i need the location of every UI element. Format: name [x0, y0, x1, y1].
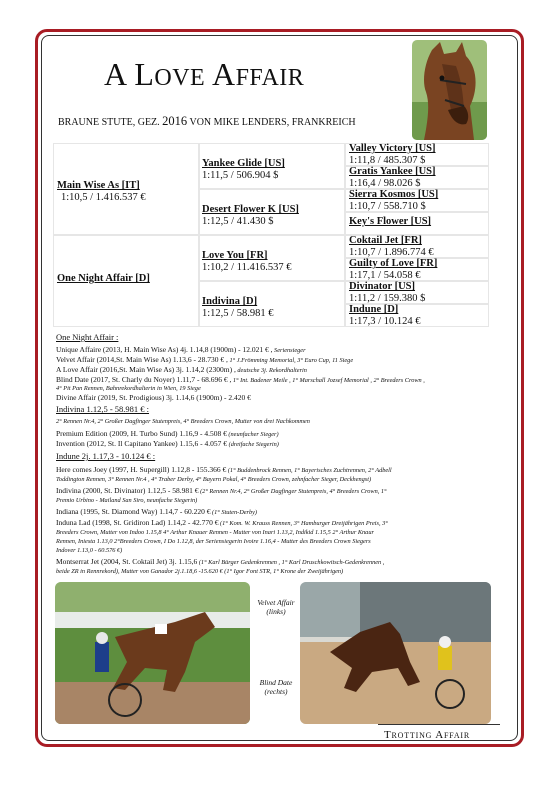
granddam-entry: Key's Flower [US] [349, 216, 432, 227]
granddam-entry: Indune [D] 1:17,3 / 10.124 € [349, 304, 421, 327]
family-line: Indivina (2000, St. Divinator) 1.12,5 - 58.981 € (2° Rennen Nr.4, 2° Großer Dagfinger Stutenpreis, 4° Breeders Crown, 1° [56, 486, 387, 495]
family-line: 2° Rennen Nr.4, 2° Großer Dagfinger Stutenpreis, 4° Breeders Crown, Mutter von drei Nachkommen [56, 418, 310, 425]
section-heading: Indivina 1.12,5 - 58.981 € : [56, 404, 150, 414]
dam-entry: One Night Affair [D] [57, 273, 150, 284]
family-line: beide ZR in Rennrekord), Mutter von Ganador 2j.1.18,6 -15.620 € (1° Igor Font STR, 1° Krone der Zweijährigen) [56, 568, 344, 575]
pedigree-table [53, 143, 489, 327]
horse-subtitle: BRAUNE STUTE, GEZ. 2016 VON MIKE LENDERS, FRANKREICH [58, 114, 356, 128]
family-line: 4° Pit Pan Rennen, Bahnrekordhalterin in Wien, 19 Siege [56, 385, 201, 392]
sire-entry: Main Wise As [IT] 1:10,5 / 1.416.537 € [57, 180, 146, 203]
family-line: Montserrat Jet (2004, St. Coktail Jet) 3j. 1.15,6 (1° Karl Bürger Gedenkrennen , 1° Karl Druschkowitsch-Gedenkrennen , [56, 557, 385, 566]
dam-dam-entry: Indivina [D] 1:12,5 / 58.981 € [202, 296, 274, 319]
family-line: Breeders Crown, Mutter von Indoo 1.15,8 4° Arthur Knauer Rennen - Mutter von Inari 1.13,2, Indikid 1.15,5 2° Arthur Knaur [56, 529, 374, 536]
grandsire-entry: Coktail Jet [FR] 1:10,7 / 1.896.774 € [349, 235, 434, 258]
family-line: Premium Edition (2009, H. Turbo Sund) 1.16,9 - 4.508 € (neunfacher Sieger) [56, 429, 279, 438]
family-line: Indover 1.13,0 - 60.576 €) [56, 547, 123, 554]
family-line: A Love Affair (2016,St. Main Wise As) 3j. 1.14,2 (2300m) , deutsche 3j. Rekordhalterin [56, 365, 307, 374]
grandsire-entry: Divinator [US] 1:11,2 / 159.380 $ [349, 281, 426, 304]
granddam-entry: Guilty of Love [FR] 1:17,1 / 54.058 € [349, 258, 438, 281]
family-line: Unique Affaire (2013, H. Main Wise As) 4j. 1.14,8 (1900m) - 12.021 € , Seriensieger [56, 345, 306, 354]
horse-portrait-photo [412, 40, 487, 140]
family-line: Toddington Rennen, 3° Rennen Nr.4 , 4° Traber Derby, 4° Bayern Pokal, 4° Breeders Crown, zehnfacher Sieger, Deckhengst) [56, 476, 372, 483]
race-photo-right [300, 582, 491, 724]
family-line: Divine Affair (2019, St. Prodigious) 3j. 1.14,6 (1900m) - 2.420 € [56, 393, 251, 402]
family-line: Indiana (1995, St. Diamond Way) 1.14,7 - 60.220 € (1° Stuten-Derby) [56, 507, 258, 516]
family-line: Rennen, Iniesta 1.13,0 2°Breeders Crown, I Do 1.12,8, der Seriensiegerin Ivoire 1.16,4 - Mutter des Breeders Crown Siegers [56, 538, 371, 545]
page-title: A LOVE AFFAIR [104, 56, 305, 92]
section-heading: Indune 2j. 1.17,3 - 10.124 € : [56, 451, 156, 461]
grandsire-entry: Valley Victory [US] 1:11,8 / 485.307 $ [349, 143, 436, 166]
dam-sire-entry: Love You [FR] 1:10,2 / 11.416.537 € [202, 250, 292, 273]
photo-caption-right: Blind Date (rechts) [259, 678, 293, 696]
grandsire-entry: Sierra Kosmos [US] 1:10,7 / 558.710 $ [349, 189, 439, 212]
photo-caption-left: Velvet Affair (links) [257, 598, 295, 616]
footer-brand: TROTTING AFFAIR [384, 729, 471, 741]
footer-rule [378, 724, 500, 725]
family-line: Invention (2012, St. Il Capitano Yankee) 1.15,6 - 4.057 € (dreifache Siegerin) [56, 439, 279, 448]
family-line: Blind Date (2017, St. Charly du Noyer) 1.11,7 - 68.696 € , 1° Int. Badener Meile , 1° Marschall Jozsef Memorial , 2° Breeders Crown , [56, 375, 425, 384]
granddam-entry: Gratis Yankee [US] 1:16,4 / 98.026 $ [349, 166, 436, 189]
sire-sire-entry: Yankee Glide [US] 1:11,5 / 506.904 $ [202, 158, 285, 181]
family-line: Induna Lad (1998, St. Gridiron Lad) 1.14,2 - 42.770 € (1° Kom. W. Krauss Rennen, 3° Hamburger Dreijährigen Preis, 3° [56, 518, 388, 527]
race-photo-left [55, 582, 250, 724]
family-line: Premio Urbino - Mailand San Siro, neunfache Siegerin) [56, 497, 198, 504]
section-heading: One Night Affair : [56, 332, 119, 342]
family-line: Velvet Affair (2014,St. Main Wise As) 1.13,6 - 28.730 € , 1° J.Frömming Memorial, 3° Euro Cup, 11 Siege [56, 355, 354, 364]
sire-dam-entry: Desert Flower K [US] 1:12,5 / 41.430 $ [202, 204, 299, 227]
family-line: Here comes Joey (1997, H. Supergill) 1.12,8 - 155.366 € (1° Buddenbrock Rennen, 1° Bayerisches Zuchtrennen, 2° Adbell [56, 465, 392, 474]
